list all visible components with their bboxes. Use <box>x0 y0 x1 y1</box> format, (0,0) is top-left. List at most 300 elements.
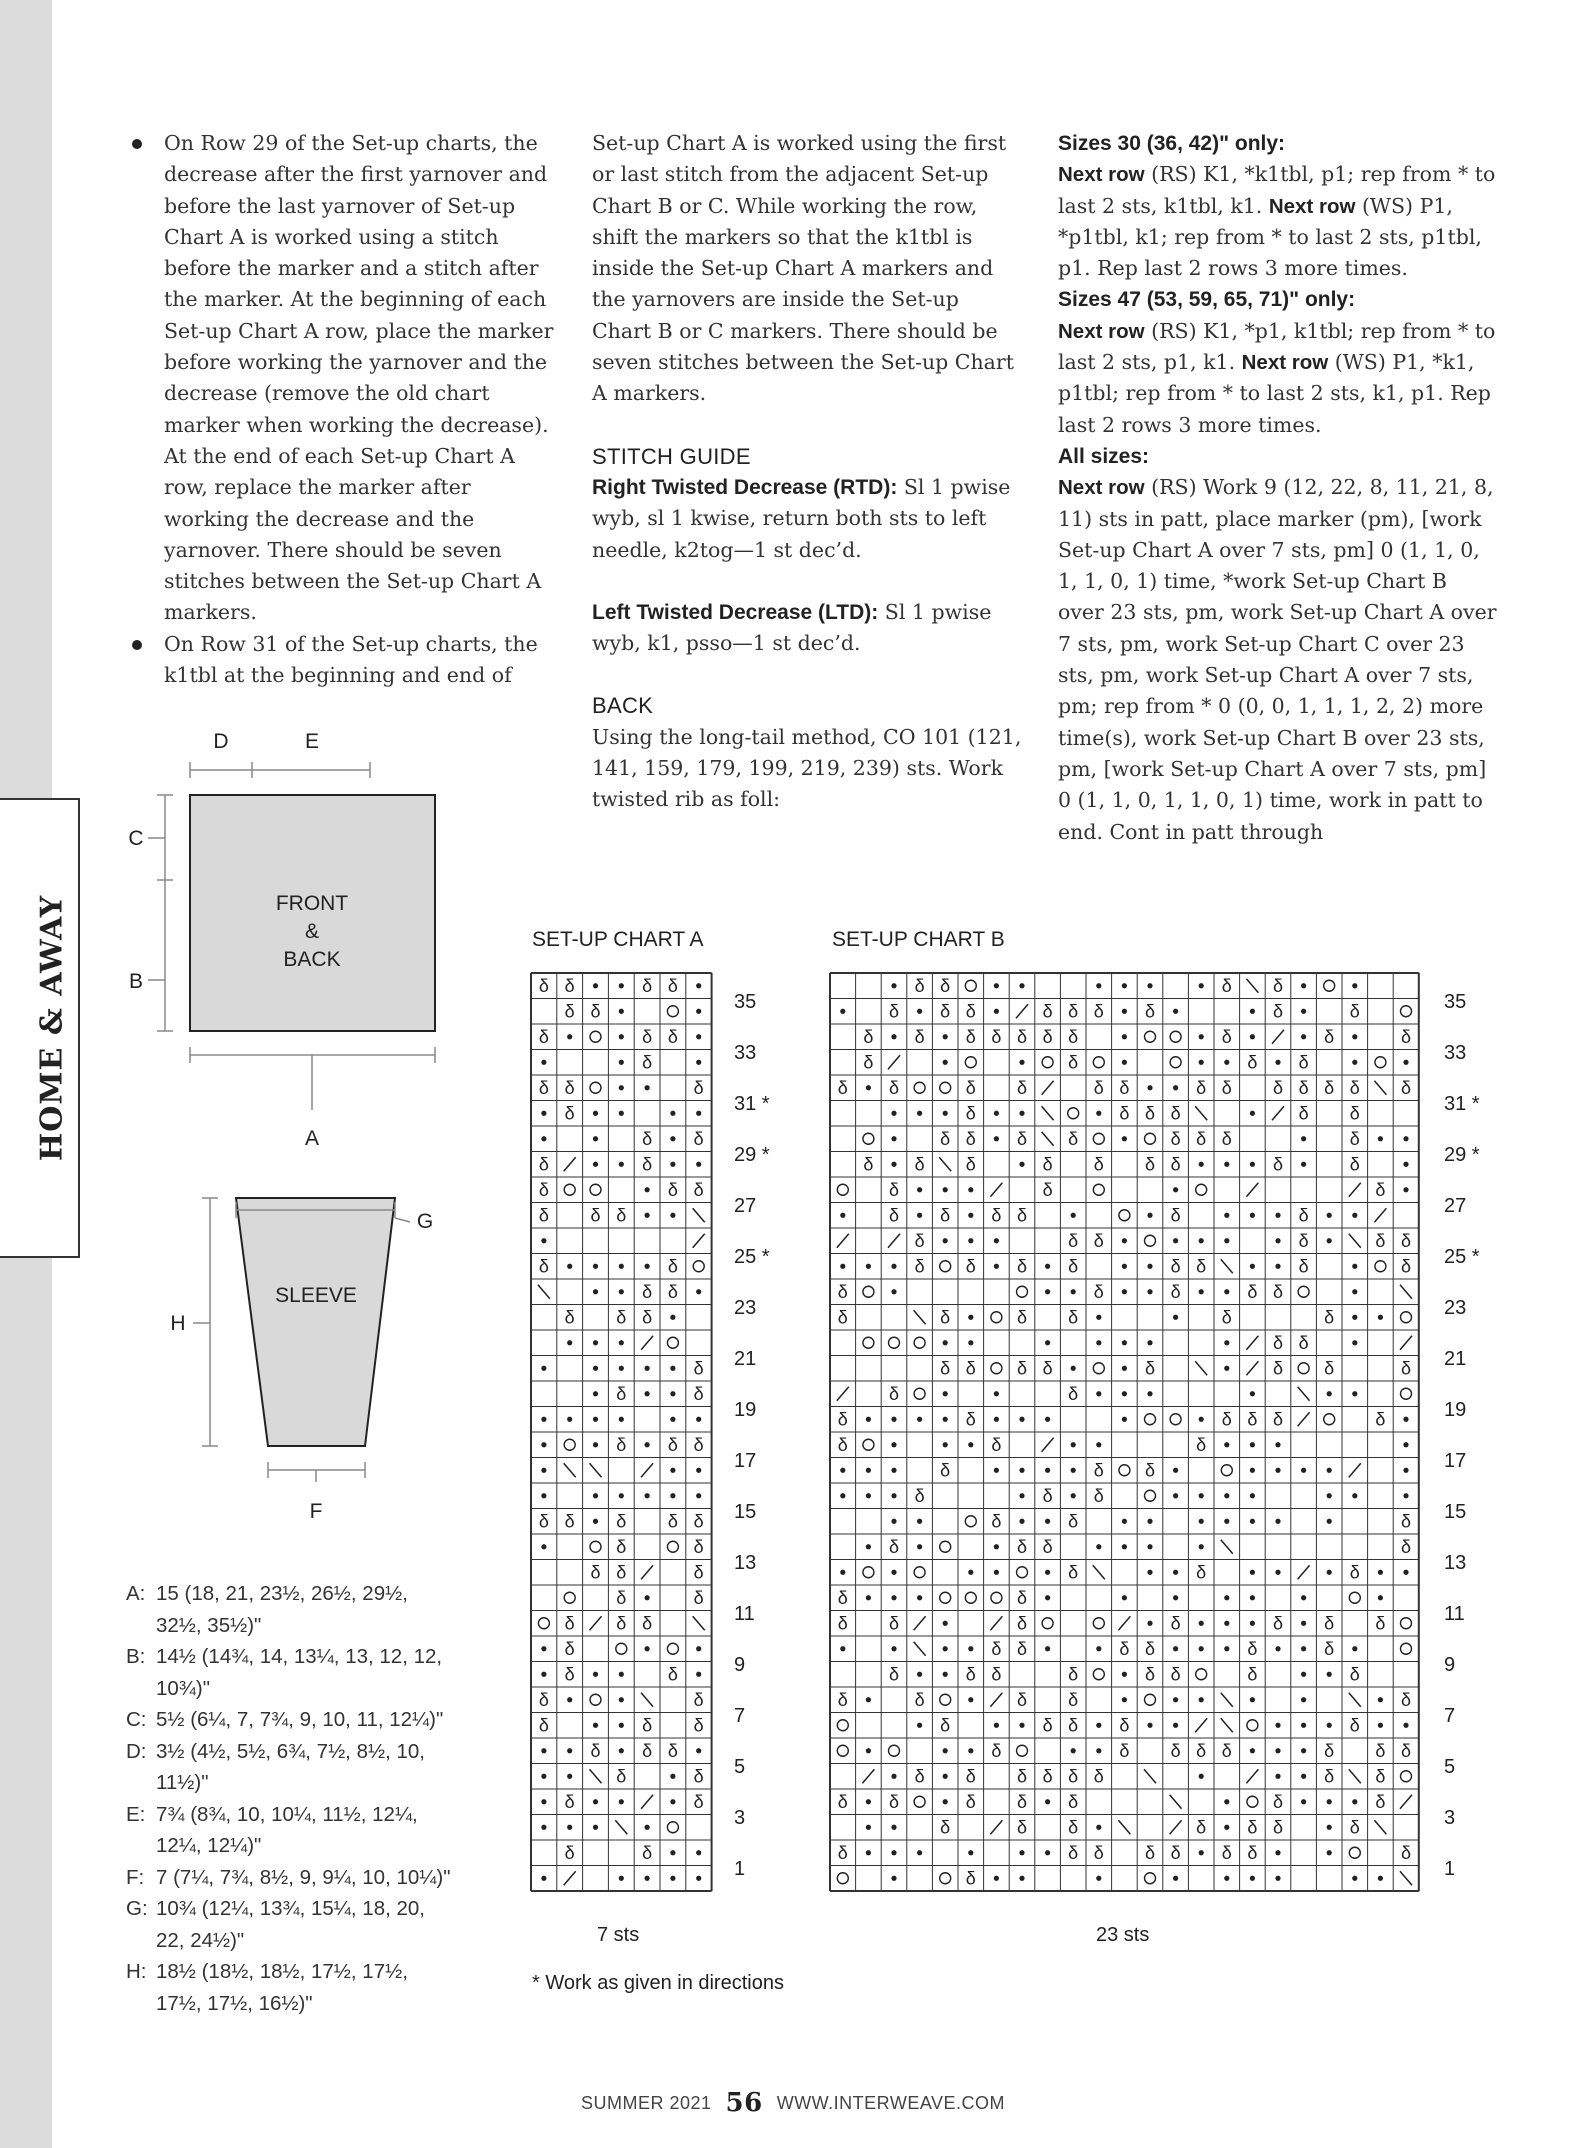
purl-symbol <box>994 1136 999 1141</box>
k1tbl-symbol: δ <box>914 975 925 996</box>
chart-row-number: 23 <box>734 1297 757 1319</box>
yarnover-symbol <box>889 1337 900 1348</box>
purl-symbol <box>968 1697 973 1702</box>
purl-symbol <box>1301 1748 1306 1753</box>
purl-symbol <box>1250 1442 1255 1447</box>
purl-symbol <box>994 1009 999 1014</box>
yarnover-symbol <box>965 1057 976 1068</box>
k1tbl-symbol: δ <box>642 1026 653 1047</box>
k1tbl-symbol: δ <box>940 1715 951 1736</box>
decrease-symbol <box>538 1285 550 1299</box>
chart-b-title: SET-UP CHART B <box>832 928 1005 951</box>
k1tbl-symbol: δ <box>1221 1740 1232 1761</box>
purl-symbol <box>1250 1493 1255 1498</box>
k1tbl-symbol: δ <box>616 1613 627 1634</box>
decrease-symbol <box>1272 1106 1284 1120</box>
k1tbl-symbol: δ <box>914 1485 925 1506</box>
purl-symbol <box>1327 1825 1332 1830</box>
purl-symbol <box>1275 1646 1280 1651</box>
yarnover-symbol <box>590 1694 601 1705</box>
purl-symbol <box>670 1850 675 1855</box>
decrease-symbol <box>1246 1361 1258 1375</box>
k1tbl-symbol: δ <box>1400 1511 1412 1532</box>
yarnover-symbol <box>1375 1261 1386 1272</box>
purl-symbol <box>1122 1417 1127 1422</box>
purl-symbol <box>593 1417 598 1422</box>
purl-symbol <box>1378 1570 1383 1575</box>
next-row-label: Next row <box>1268 194 1356 218</box>
k1tbl-symbol: δ <box>538 1026 549 1047</box>
purl-symbol <box>696 1060 701 1065</box>
purl-symbol <box>1378 1315 1383 1320</box>
purl-symbol <box>1122 1697 1127 1702</box>
decrease-symbol <box>1144 1769 1156 1783</box>
k1tbl-symbol: δ <box>1272 975 1284 996</box>
purl-symbol <box>593 1162 598 1167</box>
k1tbl-symbol: δ <box>1272 1154 1284 1175</box>
decrease-symbol <box>837 1234 849 1248</box>
k1tbl-symbol: δ <box>965 1128 976 1149</box>
k1tbl-symbol: δ <box>616 1383 627 1404</box>
k1tbl-symbol: δ <box>1170 1128 1181 1149</box>
purl-symbol <box>593 1111 598 1116</box>
purl-symbol <box>1096 1544 1101 1549</box>
k1tbl-symbol: δ <box>1144 1842 1156 1863</box>
purl-symbol <box>541 1646 546 1651</box>
purl-symbol <box>567 1774 572 1779</box>
purl-symbol <box>1199 1238 1204 1243</box>
instruction-text: (RS) Work 9 (12, 22, 8, 11, 21, 8, 11) sts in patt, place marker (pm), [work Set-up Chart A over 7 sts, pm] 0 (1, 1, 0, 1, 1, 0, 1) time, *work Set-up Chart B over 23 sts, pm, work Set-up Chart A over 7 sts, pm, work Set-up Chart C over 23 sts, pm, work Set-up Chart A over 7 sts, pm; rep from * 0 (0, 0, 1, 1, 1, 2, 2) more time(s), work Set-up Chart B over 23 sts, pm, [work Set-up Chart A over 7 sts, pm] 0 (1, 1, 0, 1, 1, 0, 1) time, work in patt to end. Cont in patt through <box>1058 475 1497 844</box>
purl-symbol <box>1096 1111 1101 1116</box>
k1tbl-symbol: δ <box>1093 1281 1104 1302</box>
purl-symbol <box>670 1111 675 1116</box>
rtd-text: Sl 1 pwise wyb, sl 1 kwise, return both sts to left needle, k2tog—1 st dec’d. <box>592 474 1011 562</box>
purl-symbol <box>1378 1697 1383 1702</box>
purl-symbol <box>1275 1238 1280 1243</box>
yarnover-symbol <box>590 1541 601 1552</box>
chart-row-number: 35 <box>734 991 757 1013</box>
k1tbl-symbol: δ <box>1272 1358 1284 1379</box>
purl-symbol <box>1199 1162 1204 1167</box>
k1tbl-symbol: δ <box>1221 1409 1232 1430</box>
decrease-symbol <box>1349 1693 1361 1707</box>
purl-symbol <box>1301 1162 1306 1167</box>
decrease-symbol <box>590 1616 602 1630</box>
purl-symbol <box>1122 1519 1127 1524</box>
k1tbl-symbol: δ <box>940 1307 951 1328</box>
k1tbl-symbol: δ <box>667 1026 678 1047</box>
chart-row-number: 13 <box>1444 1552 1467 1574</box>
k1tbl-symbol: δ <box>1068 1128 1079 1149</box>
purl-symbol <box>1224 1595 1229 1600</box>
chart-row-number: 25 * <box>1444 1246 1480 1268</box>
purl-symbol <box>1275 1774 1280 1779</box>
purl-symbol <box>1275 1850 1280 1855</box>
purl-symbol <box>1352 983 1357 988</box>
k1tbl-symbol: δ <box>1016 1638 1028 1659</box>
purl-symbol <box>1224 1060 1229 1065</box>
yarnover-symbol <box>940 1541 951 1552</box>
purl-symbol <box>866 1595 871 1600</box>
purl-symbol <box>1275 1876 1280 1881</box>
k1tbl-symbol: δ <box>965 1358 976 1379</box>
yarnover-symbol <box>914 1388 925 1399</box>
purl-symbol <box>1352 1876 1357 1881</box>
sizes-large-text <box>1058 316 1498 441</box>
k1tbl-symbol: δ <box>1093 1001 1104 1022</box>
purl-symbol <box>943 1238 948 1243</box>
purl-symbol <box>1122 1060 1127 1065</box>
k1tbl-symbol: δ <box>616 1205 627 1226</box>
yarnover-symbol <box>1093 1618 1104 1629</box>
k1tbl-symbol: δ <box>693 1128 704 1149</box>
bullet-row-31: On Row 31 of the Set-up charts, the k1tbl at the beginning and end of <box>130 629 560 692</box>
k1tbl-symbol: δ <box>863 1026 874 1047</box>
purl-symbol <box>1096 1391 1101 1396</box>
yarnover-symbol <box>940 1873 951 1884</box>
purl-symbol <box>866 1850 871 1855</box>
k1tbl-symbol: δ <box>965 1077 976 1098</box>
yarnover-symbol <box>837 1720 848 1731</box>
yarnover-symbol <box>590 1031 601 1042</box>
chart-row-number: 7 <box>1444 1705 1456 1727</box>
sleeve-label: SLEEVE <box>275 1284 357 1307</box>
purl-symbol <box>541 1442 546 1447</box>
decrease-symbol <box>914 1616 926 1630</box>
purl-symbol <box>1224 1340 1229 1345</box>
yarnover-symbol <box>914 1337 925 1348</box>
k1tbl-symbol: δ <box>1068 1562 1079 1583</box>
k1tbl-symbol: δ <box>1068 1791 1079 1812</box>
purl-symbol <box>994 1544 999 1549</box>
decrease-symbol <box>1374 1208 1386 1222</box>
purl-symbol <box>1096 1646 1101 1651</box>
yarnover-symbol <box>564 1592 575 1603</box>
purl-symbol <box>567 1264 572 1269</box>
rtd-label: Right Twisted Decrease (RTD): <box>592 475 898 499</box>
purl-symbol <box>696 1468 701 1473</box>
purl-symbol <box>1071 1289 1076 1294</box>
purl-symbol <box>619 1009 624 1014</box>
k1tbl-symbol: δ <box>1272 1791 1284 1812</box>
decrease-symbol <box>1221 1259 1233 1273</box>
decrease-symbol <box>1246 1769 1258 1783</box>
purl-symbol <box>1275 1723 1280 1728</box>
k1tbl-symbol: δ <box>1349 1715 1360 1736</box>
purl-symbol <box>541 1799 546 1804</box>
k1tbl-symbol: δ <box>1247 1664 1258 1685</box>
purl-symbol <box>943 1672 948 1677</box>
purl-symbol <box>541 1136 546 1141</box>
purl-symbol <box>593 1442 598 1447</box>
yarnover-symbol <box>693 1261 704 1272</box>
purl-symbol <box>1301 1468 1306 1473</box>
yarnover-symbol <box>1093 1133 1104 1144</box>
purl-symbol <box>1275 1213 1280 1218</box>
purl-symbol <box>541 1238 546 1243</box>
purl-symbol <box>619 1672 624 1677</box>
purl-symbol <box>1019 1723 1024 1728</box>
decrease-symbol <box>990 1693 1002 1707</box>
purl-symbol <box>1173 1315 1178 1320</box>
purl-symbol <box>541 1748 546 1753</box>
purl-symbol <box>1352 1315 1357 1320</box>
dim-label-g: G <box>416 1210 434 1233</box>
k1tbl-symbol: δ <box>965 1868 976 1889</box>
purl-symbol <box>1250 1264 1255 1269</box>
purl-symbol <box>1378 1723 1383 1728</box>
purl-symbol <box>645 1366 650 1371</box>
sizes-small-heading: Sizes 30 (36, 42)" only: <box>1058 132 1286 155</box>
purl-symbol <box>1199 983 1204 988</box>
yarnover-symbol <box>863 1567 874 1578</box>
k1tbl-symbol: δ <box>940 1205 951 1226</box>
k1tbl-symbol: δ <box>1400 1740 1412 1761</box>
purl-symbol <box>1250 1391 1255 1396</box>
yarnover-symbol <box>1247 1796 1258 1807</box>
decrease-symbol <box>1246 979 1258 993</box>
k1tbl-symbol: δ <box>914 1689 925 1710</box>
k1tbl-symbol: δ <box>590 1001 601 1022</box>
purl-symbol <box>1275 1264 1280 1269</box>
purl-symbol <box>1096 1723 1101 1728</box>
ltd-text: Sl 1 pwise wyb, k1, psso—1 st dec’d. <box>592 599 992 656</box>
purl-symbol <box>1224 1289 1229 1294</box>
decrease-symbol <box>1349 1463 1361 1477</box>
k1tbl-symbol: δ <box>1400 1256 1412 1277</box>
purl-symbol <box>1122 1672 1127 1677</box>
purl-symbol <box>1301 1799 1306 1804</box>
purl-symbol <box>917 1723 922 1728</box>
decrease-symbol <box>564 1871 576 1885</box>
purl-symbol <box>994 1468 999 1473</box>
measurement-line: 22, 24½)" <box>156 1928 245 1952</box>
k1tbl-symbol: δ <box>1196 1256 1207 1277</box>
k1tbl-symbol: δ <box>1016 1307 1028 1328</box>
purl-symbol <box>1250 1162 1255 1167</box>
purl-symbol <box>670 1391 675 1396</box>
purl-symbol <box>1045 1417 1050 1422</box>
k1tbl-symbol: δ <box>888 1664 900 1685</box>
purl-symbol <box>593 1289 598 1294</box>
purl-symbol <box>1199 1850 1204 1855</box>
chart-row-number: 19 <box>734 1399 757 1421</box>
k1tbl-symbol: δ <box>1068 1766 1079 1787</box>
k1tbl-symbol: δ <box>564 1001 575 1022</box>
k1tbl-symbol: δ <box>888 1179 900 1200</box>
purl-symbol <box>645 1595 650 1600</box>
k1tbl-symbol: δ <box>888 1205 900 1226</box>
purl-symbol <box>866 1417 871 1422</box>
decrease-symbol <box>1170 1820 1182 1834</box>
purl-symbol <box>670 1468 675 1473</box>
dim-label-c: C <box>128 827 144 850</box>
purl-symbol <box>891 1111 896 1116</box>
k1tbl-symbol: δ <box>1349 1001 1360 1022</box>
yarnover-symbol <box>538 1618 549 1629</box>
purl-symbol <box>866 1697 871 1702</box>
purl-symbol <box>891 1519 896 1524</box>
purl-symbol <box>619 1723 624 1728</box>
purl-symbol <box>1352 1493 1357 1498</box>
purl-symbol <box>696 1111 701 1116</box>
purl-symbol <box>619 1340 624 1345</box>
k1tbl-symbol: δ <box>837 1791 848 1812</box>
k1tbl-symbol: δ <box>1221 1026 1232 1047</box>
yarnover-symbol <box>940 1592 951 1603</box>
purl-symbol <box>1122 1136 1127 1141</box>
purl-symbol <box>1199 1697 1204 1702</box>
k1tbl-symbol: δ <box>965 1664 976 1685</box>
k1tbl-symbol: δ <box>1400 1536 1412 1557</box>
purl-symbol <box>891 1417 896 1422</box>
k1tbl-symbol: δ <box>914 1230 925 1251</box>
dim-label-d: D <box>213 730 229 753</box>
purl-symbol <box>1045 1850 1050 1855</box>
yarnover-symbol <box>1170 1057 1181 1068</box>
yarnover-symbol <box>1068 1108 1079 1119</box>
k1tbl-symbol: δ <box>1042 1536 1053 1557</box>
k1tbl-symbol: δ <box>590 1562 601 1583</box>
chart-row-number: 27 <box>734 1195 757 1217</box>
k1tbl-symbol: δ <box>1119 1077 1130 1098</box>
k1tbl-symbol: δ <box>1196 1128 1207 1149</box>
k1tbl-symbol: δ <box>1272 1281 1284 1302</box>
k1tbl-symbol: δ <box>693 1383 704 1404</box>
k1tbl-symbol: δ <box>1144 1638 1156 1659</box>
k1tbl-symbol: δ <box>1324 1613 1335 1634</box>
purl-symbol <box>619 1085 624 1090</box>
k1tbl-symbol: δ <box>940 1460 951 1481</box>
k1tbl-symbol: δ <box>1400 1689 1412 1710</box>
k1tbl-symbol: δ <box>1349 1128 1360 1149</box>
purl-symbol <box>1122 1595 1127 1600</box>
k1tbl-symbol: δ <box>1068 1842 1079 1863</box>
yarnover-symbol <box>667 1643 678 1654</box>
purl-symbol <box>1147 1519 1152 1524</box>
k1tbl-symbol: δ <box>642 975 653 996</box>
purl-symbol <box>1147 983 1152 988</box>
yarnover-symbol <box>1145 1235 1156 1246</box>
k1tbl-symbol: δ <box>1196 1434 1207 1455</box>
purl-symbol <box>943 1391 948 1396</box>
purl-symbol <box>1019 1493 1024 1498</box>
k1tbl-symbol: δ <box>888 1613 900 1634</box>
k1tbl-symbol: δ <box>1375 1613 1386 1634</box>
k1tbl-symbol: δ <box>642 1154 653 1175</box>
k1tbl-symbol: δ <box>1272 1817 1284 1838</box>
purl-symbol <box>943 1621 948 1626</box>
k1tbl-symbol: δ <box>1247 1281 1258 1302</box>
decrease-symbol <box>837 1387 849 1401</box>
purl-symbol <box>866 1544 871 1549</box>
purl-symbol <box>541 1774 546 1779</box>
k1tbl-symbol: δ <box>564 1842 575 1863</box>
purl-symbol <box>1250 1595 1255 1600</box>
purl-symbol <box>1096 983 1101 988</box>
k1tbl-symbol: δ <box>1170 1740 1181 1761</box>
purl-symbol <box>541 1544 546 1549</box>
k1tbl-symbol: δ <box>1093 1230 1104 1251</box>
chart-row-number: 5 <box>734 1756 746 1778</box>
front-back-label-2: & <box>304 920 320 943</box>
chart-row-number: 31 * <box>734 1093 770 1115</box>
purl-symbol <box>1403 1060 1408 1065</box>
purl-symbol <box>943 1646 948 1651</box>
purl-symbol <box>891 1876 896 1881</box>
k1tbl-symbol: δ <box>1144 1154 1156 1175</box>
yarnover-symbol <box>1247 1720 1258 1731</box>
k1tbl-symbol: δ <box>991 1434 1002 1455</box>
purl-symbol <box>891 1595 896 1600</box>
purl-symbol <box>917 1187 922 1192</box>
k1tbl-symbol: δ <box>564 1613 575 1634</box>
purl-symbol <box>1147 1621 1152 1626</box>
purl-symbol <box>840 1493 845 1498</box>
measurement-letter: A: <box>126 1582 146 1605</box>
measurement-list <box>126 1578 486 2019</box>
chart-row-number: 7 <box>734 1705 746 1727</box>
purl-symbol <box>891 1264 896 1269</box>
dim-label-b: B <box>128 970 144 993</box>
purl-symbol <box>1147 1340 1152 1345</box>
purl-symbol <box>1019 1111 1024 1116</box>
k1tbl-symbol: δ <box>538 1205 549 1226</box>
sizes-small-text <box>1058 159 1498 284</box>
measurement-line: 18½ (18½, 18½, 17½, 17½, <box>156 1960 408 1983</box>
chart-row-number: 21 <box>1444 1348 1467 1370</box>
k1tbl-symbol: δ <box>965 1001 976 1022</box>
k1tbl-symbol: δ <box>837 1689 848 1710</box>
purl-symbol <box>1250 1570 1255 1575</box>
k1tbl-symbol: δ <box>1042 1485 1053 1506</box>
purl-symbol <box>619 1289 624 1294</box>
purl-symbol <box>1352 1391 1357 1396</box>
yarnover-symbol <box>1017 1567 1028 1578</box>
purl-symbol <box>1250 1876 1255 1881</box>
yarnover-symbol <box>1349 1847 1360 1858</box>
k1tbl-symbol: δ <box>538 975 549 996</box>
k1tbl-symbol: δ <box>1119 1638 1130 1659</box>
k1tbl-symbol: δ <box>888 1383 900 1404</box>
k1tbl-symbol: δ <box>1375 1409 1386 1430</box>
purl-symbol <box>840 1646 845 1651</box>
k1tbl-symbol: δ <box>693 1715 704 1736</box>
purl-symbol <box>670 1315 675 1320</box>
k1tbl-symbol: δ <box>888 1791 900 1812</box>
measurement-line: 15 (18, 21, 23½, 26½, 29½, <box>156 1582 408 1605</box>
purl-symbol <box>1199 1034 1204 1039</box>
k1tbl-symbol: δ <box>1324 1307 1335 1328</box>
k1tbl-symbol: δ <box>1016 1026 1028 1047</box>
k1tbl-symbol: δ <box>863 1154 874 1175</box>
decrease-symbol <box>590 1769 602 1783</box>
purl-symbol <box>1019 1876 1024 1881</box>
purl-symbol <box>1275 1570 1280 1575</box>
purl-symbol <box>1199 1544 1204 1549</box>
purl-symbol <box>1071 1442 1076 1447</box>
k1tbl-symbol: δ <box>1016 1587 1028 1608</box>
purl-symbol <box>696 1646 701 1651</box>
k1tbl-symbol: δ <box>1375 1230 1386 1251</box>
purl-symbol <box>1301 1697 1306 1702</box>
purl-symbol <box>1147 1544 1152 1549</box>
k1tbl-symbol: δ <box>1298 1052 1309 1073</box>
k1tbl-symbol: δ <box>1400 1077 1412 1098</box>
purl-symbol <box>1378 1876 1383 1881</box>
k1tbl-symbol: δ <box>1068 1052 1079 1073</box>
k1tbl-symbol: δ <box>1068 1664 1079 1685</box>
